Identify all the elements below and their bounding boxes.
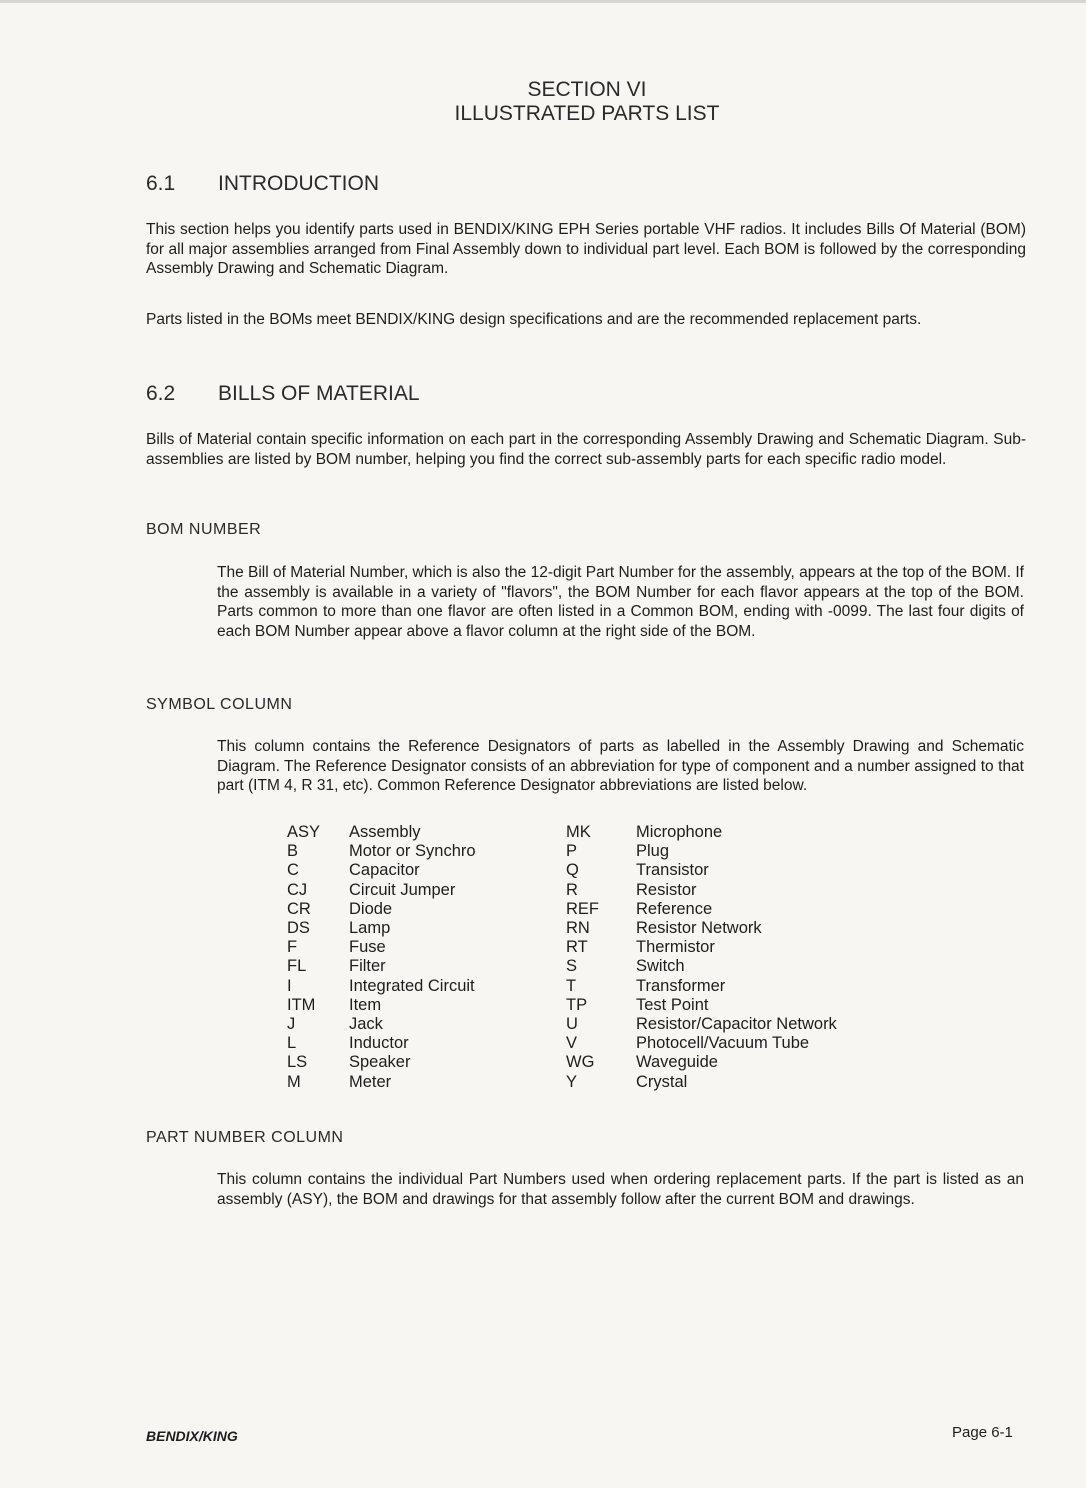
abbreviation-row [566,881,837,900]
abbreviation-list-right [566,823,837,1092]
abbreviation-meaning: Transformer [636,976,726,995]
bom-paragraph: Bills of Material contain specific information on each part in the corresponding Assembly Drawing and Schematic Diagram. Sub-assemblies are listed by BOM number, helping you find the correct sub-assembly parts for each specific radio model. [146,431,1026,468]
abbreviation-code: Y [566,1072,578,1091]
abbreviation-code: WG [566,1053,595,1072]
page-title [0,78,1086,126]
abbreviation-row [566,900,837,919]
abbreviation-meaning: Crystal [636,1072,688,1091]
abbreviation-meaning: Motor or Synchro [349,842,476,861]
abbreviation-row [287,842,476,861]
abbreviation-code: RN [566,919,590,938]
abbreviation-meaning: Resistor [636,880,697,899]
abbreviation-row [566,919,837,938]
subheading-bom-number: BOM NUMBER [146,521,262,538]
abbreviation-row [287,823,476,842]
abbreviation-code: MK [566,823,591,841]
abbreviation-row [566,842,837,861]
abbreviation-code: S [566,957,578,976]
abbreviation-meaning: Meter [349,1072,392,1091]
section-subtitle: ILLUSTRATED PARTS LIST [454,102,720,125]
abbreviation-meaning: Fuse [349,938,386,957]
abbreviation-code: B [287,842,299,861]
abbreviation-code: CR [287,899,311,918]
section-number: 6.1 [146,172,176,195]
intro-paragraph-2: Parts listed in the BOMs meet BENDIX/KING design specifications and are the recommended replacement parts. [146,311,922,328]
abbreviation-row [566,1034,837,1053]
abbreviation-row [287,900,476,919]
abbreviation-code: L [287,1034,297,1053]
bom-number-paragraph: The Bill of Material Number, which is also the 12-digit Part Number for the assembly, appears at the top of the BOM. If the assembly is available in a variety of "flavors", the BOM Number for each flavor appears at the top of the BOM. Parts common to more than one flavor are often listed in a Common BOM, ending with -0099. The last four digits of each BOM Number appear above a flavor column at the right side of the BOM. [217,564,1024,640]
abbreviation-code: ASY [287,823,321,841]
abbreviation-row [287,957,476,976]
footer-page-number: Page 6-1 [952,1424,1013,1441]
abbreviation-code: ITM [287,995,316,1014]
section-heading-bills-of-material [146,382,420,406]
abbreviation-code: CJ [287,880,308,899]
abbreviation-meaning: Resistor/Capacitor Network [636,1015,837,1034]
abbreviation-code: TP [566,995,588,1014]
abbreviation-meaning: Jack [349,1015,383,1034]
abbreviation-meaning: Speaker [349,1053,411,1072]
section-heading-introduction [146,172,379,196]
abbreviation-code: RT [566,938,588,957]
abbreviation-meaning: Filter [349,957,386,976]
abbreviation-code: C [287,861,299,880]
abbreviation-meaning: Photocell/Vacuum Tube [636,1034,810,1053]
abbreviation-row [287,1034,476,1053]
abbreviation-row [287,881,476,900]
section-heading-text: INTRODUCTION [218,172,379,195]
abbreviation-row [287,919,476,938]
abbreviation-row [287,1053,476,1072]
abbreviation-meaning: Thermistor [636,938,715,957]
abbreviation-row [287,938,476,957]
abbreviation-meaning: Reference [636,899,713,918]
abbreviation-code: J [287,1015,296,1034]
abbreviation-meaning: Microphone [636,823,723,841]
abbreviation-meaning: Test Point [636,995,709,1014]
abbreviation-code: FL [287,957,307,976]
abbreviation-code: T [566,976,577,995]
abbreviation-meaning: Lamp [349,919,391,938]
abbreviation-row [566,957,837,976]
abbreviation-code: P [566,842,578,861]
abbreviation-code: U [566,1015,578,1034]
scan-top-edge [0,0,1086,3]
abbreviation-row [566,996,837,1015]
abbreviation-code: DS [287,919,310,938]
abbreviation-row [287,861,476,880]
subheading-symbol-column: SYMBOL COLUMN [146,696,293,713]
abbreviation-meaning: Diode [349,899,393,918]
abbreviation-meaning: Plug [636,842,670,861]
abbreviation-row [566,1015,837,1034]
abbreviation-meaning: Waveguide [636,1053,718,1072]
abbreviation-meaning: Circuit Jumper [349,880,456,899]
abbreviation-row [287,996,476,1015]
abbreviation-meaning: Integrated Circuit [349,976,475,995]
abbreviation-meaning: Resistor Network [636,919,762,938]
abbreviation-row [287,977,476,996]
footer-brand: BENDIX/KING [146,1428,238,1444]
abbreviation-meaning: Capacitor [349,861,420,880]
abbreviation-row [566,861,837,880]
abbreviation-row [287,1073,476,1092]
section-heading-text: BILLS OF MATERIAL [218,382,420,405]
section-title: SECTION VI [527,78,647,101]
abbreviation-code: M [287,1072,301,1091]
abbreviation-meaning: Transistor [636,861,709,880]
abbreviation-code: F [287,938,298,957]
abbreviation-row [287,1015,476,1034]
abbreviation-row [566,1053,837,1072]
intro-paragraph-1: This section helps you identify parts used in BENDIX/KING EPH Series portable VHF radios. It includes Bills Of Material (BOM) for all major assemblies arranged from Final Assembly down to individual part level. Each BOM is followed by the corresponding Assembly Drawing and Schematic Diagram. [146,221,1026,277]
abbreviation-row [566,823,837,842]
symbol-column-paragraph: This column contains the Reference Designators of parts as labelled in the Assembly Drawing and Schematic Diagram. The Reference Designator consists of an abbreviation for type of component and a number assigned to that part (ITM 4, R 31, etc). Common Reference Designator abbreviations are listed below. [217,738,1024,794]
abbreviation-meaning: Assembly [349,823,421,841]
abbreviation-row [566,1073,837,1092]
subheading-part-number-column: PART NUMBER COLUMN [146,1129,344,1146]
abbreviation-list-left [287,823,476,1092]
abbreviation-row [566,938,837,957]
abbreviation-code: REF [566,899,599,918]
abbreviation-code: I [287,976,292,995]
abbreviation-meaning: Item [349,995,382,1014]
part-number-paragraph: This column contains the individual Part Numbers used when ordering replacement parts. If the part is listed as an assembly (ASY), the BOM and drawings for that assembly follow after the current BOM and drawings. [217,1171,1024,1208]
abbreviation-meaning: Switch [636,957,685,976]
abbreviation-row [566,977,837,996]
abbreviation-code: Q [566,861,579,880]
section-number: 6.2 [146,382,176,405]
abbreviation-code: V [566,1034,578,1053]
abbreviation-code: R [566,880,578,899]
abbreviation-meaning: Inductor [349,1034,409,1053]
abbreviation-code: LS [287,1053,308,1072]
